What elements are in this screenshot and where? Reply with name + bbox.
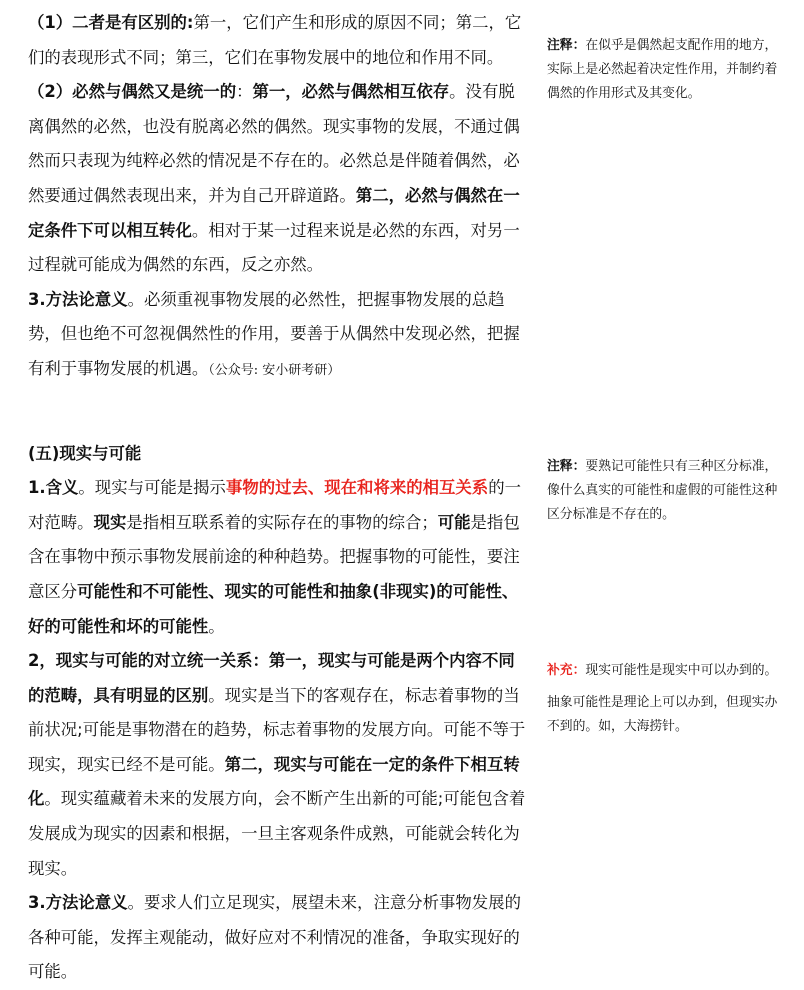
note-body <box>547 455 783 527</box>
paragraph-text: 的一对范畴。 <box>28 478 521 532</box>
bold-statement: 第二，现实与可能在一定的条件下相互转化 <box>28 754 520 809</box>
note-text: 要熟记可能性只有三种区分标准，像什么真实的可能性和虚假的可能性这种区分标准是不存在的。 <box>547 459 778 522</box>
note-text-2: 抽象可能性是理论上可以办到，但现实办不到的。如，大海捞针。 <box>547 695 778 734</box>
point-heading: （1）二者是有区别的: <box>28 13 194 32</box>
paragraph-text: 是指包含在事物中预示事物发展前途的种种趋势。把握事物的可能性，要注意区分 <box>28 512 520 601</box>
paragraph-text: 。要求人们立足现实，展望未来，注意分析事物发展的各种可能，发挥主观能动，做好应对不利情况的准备，争取实现好的可能。 <box>28 893 521 982</box>
point-heading: 2，现实与可能的对立统一关系 <box>28 651 253 671</box>
source-note: （公众号: 安小研考研） <box>208 362 341 378</box>
side-note-3 <box>547 659 783 739</box>
note-body <box>547 34 783 106</box>
bold-statement: 第一，必然与偶然相互依存 <box>252 82 450 102</box>
highlight-text: 事物的过去、现在和将来的相互关系 <box>225 478 489 498</box>
colon: ： <box>236 82 253 102</box>
bold-statement: 第二，必然与偶然在一定条件下可以相互转化 <box>28 185 520 240</box>
point-heading: 3.方法论意义 <box>28 289 128 309</box>
paragraph-relation <box>28 644 530 886</box>
paragraph-text: 。现实蕴藏着未来的发展方向，会不断产生出新的可能;可能包含着发展成为现实的因素和根据，一旦主客观条件成熟，可能就会转化为现实。 <box>28 789 526 878</box>
paragraph-text: 。相对于某一过程来说是必然的东西，对另一过程就可能成为偶然的东西，反之亦然。 <box>28 220 520 275</box>
paragraph-text: 。没有脱离偶然的必然，也没有脱离必然的偶然。现实事物的发展，不通过偶然而只表现为纯粹必然的情况是不存在的。必然总是伴随着偶然，必然要通过偶然表现出来，并为自己开辟道路。 <box>28 82 520 205</box>
note-text: 在似乎是偶然起支配作用的地方，实际上是必然起着决定性作用，并制约着偶然的作用形式及其变化。 <box>547 38 778 101</box>
paragraph-text: 第一，它们产生和形成的原因不同；第二，它们的表现形式不同；第三，它们在事物发展中的地位和作用不同。 <box>28 13 522 67</box>
term-possibility: 可能 <box>437 512 471 532</box>
bold-statement: 第一，现实与可能是两个内容不同的范畴，具有明显的区别 <box>28 651 515 705</box>
paragraph-methodology-2 <box>28 886 530 990</box>
section-title: (五)现实与可能 <box>28 443 142 463</box>
paragraph-text: 是指相互联系着的实际存在的事物的综合； <box>126 512 438 532</box>
paragraph-text: 。 <box>208 616 225 636</box>
paragraph-text: 。现实是当下的客观存在，标志着事物的当前状况;可能是事物潜在的趋势，标志着事物的发展方向。可能不等于现实，现实已经不是可能。 <box>28 685 526 774</box>
paragraph-text: 。现实与可能是揭示 <box>78 478 226 498</box>
note-body <box>547 659 783 683</box>
colon: ： <box>252 651 269 671</box>
side-note-1 <box>547 34 783 106</box>
term-reality: 现实 <box>93 512 127 532</box>
side-note-2 <box>547 455 783 527</box>
main-column <box>28 6 530 990</box>
paragraph-methodology <box>28 283 530 389</box>
note-label: 注释： <box>547 38 586 53</box>
bold-statement: 可能性和不可能性、现实的可能性和抽象(非现实)的可能性、好的可能性和坏的可能性 <box>28 581 519 636</box>
note-label: 补充： <box>547 663 586 678</box>
paragraph-unity <box>28 75 530 283</box>
point-heading: （2）必然与偶然又是统一的 <box>28 82 237 102</box>
note-label: 注释： <box>547 459 586 474</box>
paragraph-difference <box>28 6 530 75</box>
paragraph-definition <box>28 471 530 644</box>
spacer <box>28 389 530 437</box>
point-heading: 3.方法论意义 <box>28 893 128 913</box>
point-heading: 1.含义 <box>28 478 79 498</box>
paragraph-text: 。必须重视事物发展的必然性，把握事物发展的总趋势，但也绝不可忽视偶然性的作用，要善于从偶然中发现必然，把握有利于事物发展的机遇。 <box>28 289 520 378</box>
note-text: 现实可能性是现实中可以办到的。 <box>585 663 778 678</box>
